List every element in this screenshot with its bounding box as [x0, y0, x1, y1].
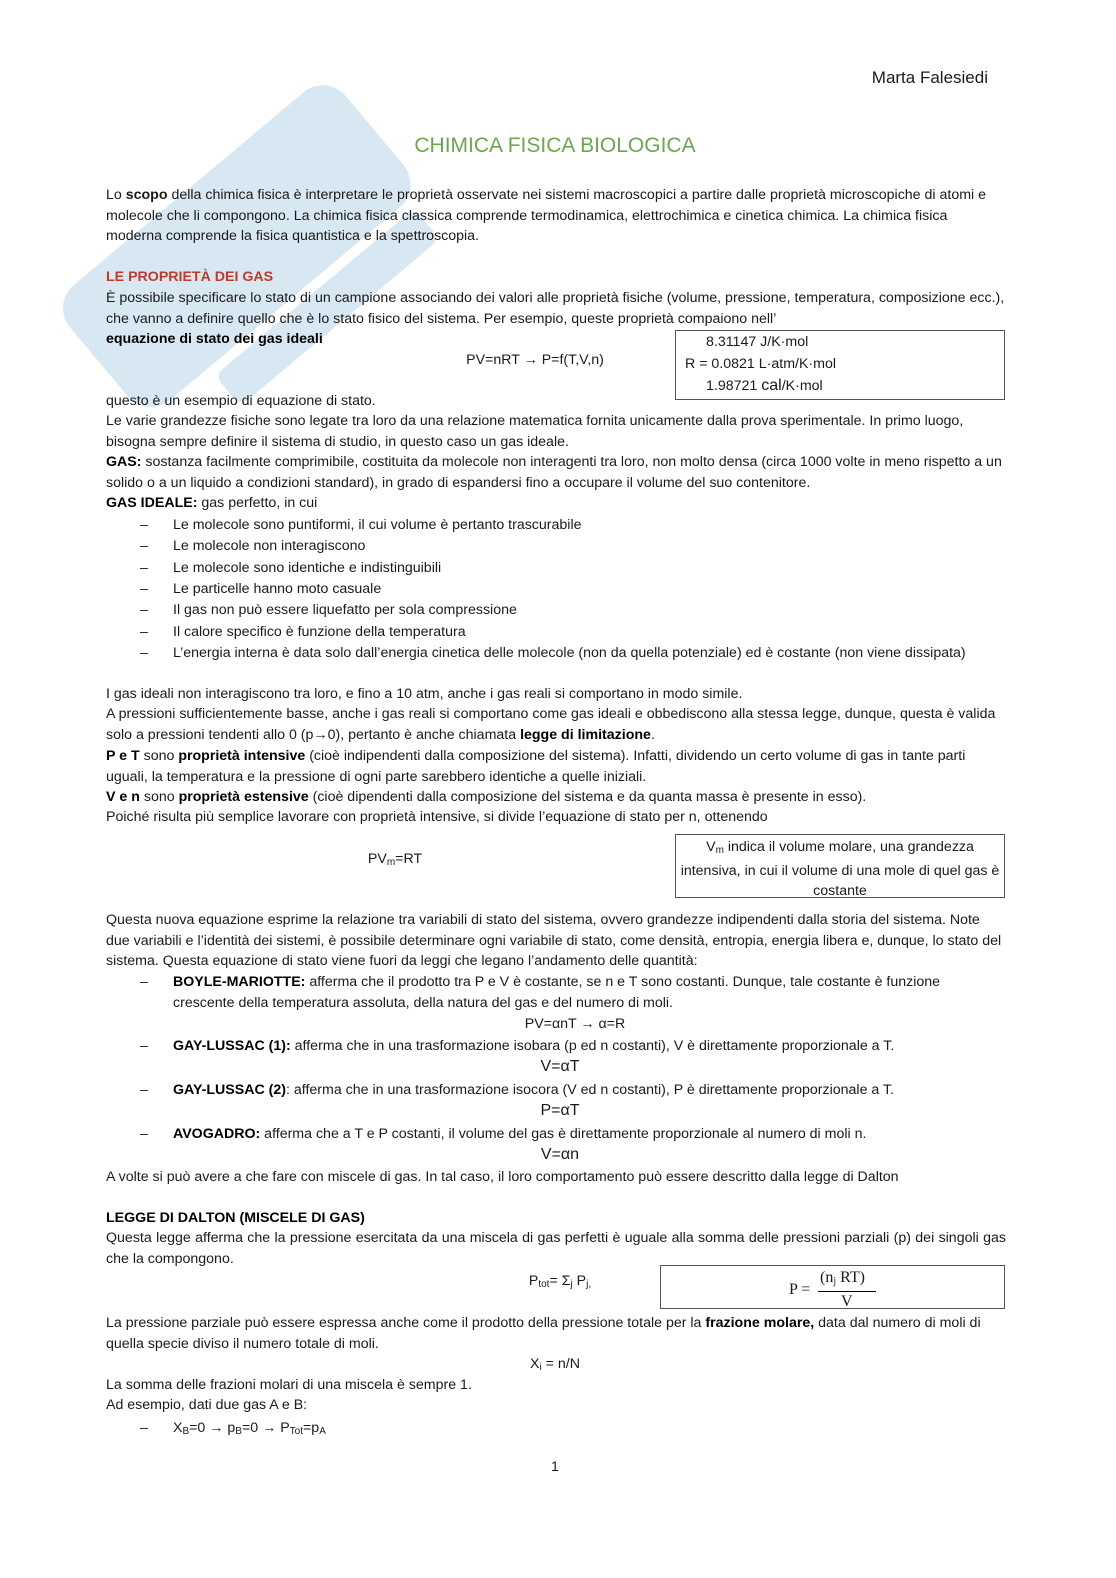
- gas-paragraph-4: I gas ideali non interagiscono tra loro, e fino a 10 atm, anche i gas reali si comportano in modo simile.: [106, 686, 743, 702]
- gas-paragraph-1: È possibile specificare lo stato di un campione associando dei valori alle proprietà fisiche (volume, pressione, temperatura, composizione ecc.), che vanno a definire quello che è lo stato fisico del sistema. Per esempio, queste proprietà compaiono nell’ equazione di stato dei gas ideali: [106, 290, 1005, 348]
- law-gay-lussac-2: GAY-LUSSAC (2): afferma che in una trasformazione isocora (V ed n costanti), P è direttamente proporzionale a T.: [173, 1082, 895, 1098]
- formula-lhs: P =: [789, 1281, 811, 1298]
- list-dash: –: [140, 1082, 148, 1098]
- law-avogadro-equation: V=αn: [540, 1146, 580, 1163]
- law-avogadro: AVOGADRO: afferma che a T e P costanti, il volume del gas è direttamente proporzionale al numero di moli n.: [173, 1126, 867, 1142]
- list-dash: –: [140, 1126, 148, 1142]
- formula-numerator: ($n_j$ RT): [820, 1269, 865, 1287]
- dalton-paragraph-1: Questa legge afferma che la pressione esercitata da una miscela di gas perfetti è uguale alla somma delle pressioni parziali (p) dei singoli gas che la compongono.: [106, 1230, 1006, 1267]
- list-item: Il calore specifico è funzione della temperatura: [173, 624, 466, 640]
- list-item: Le molecole sono puntiformi, il cui volume è pertanto trascurabile: [173, 517, 582, 533]
- gas-definition: GAS: sostanza facilmente comprimibile, costituita da molecole non interagenti tra loro, non molto densa (circa 1000 volte in meno rispetto a un solido o a un liquido a condizioni standard), in grado di espandersi fino a occupare il volume del suo contenitore.: [106, 454, 1002, 491]
- law-boyle-equation: PV=αnT → α=R: [524, 1016, 626, 1032]
- list-dash: –: [140, 645, 148, 661]
- gas-paragraph-5: A pressioni sufficientemente basse, anche i gas reali si comportano come gas ideali e obbediscono alla stessa legge, dunque, questa è valida solo a pressioni tendenti allo 0 (p→0), pertanto è anche chiamata legge di limitazione.: [106, 706, 996, 743]
- intro-paragraph: Lo scopo della chimica fisica è interpretare le proprietà osservate nei sistemi macroscopici a partire dalle proprietà microscopiche di atomi e molecole che li compongono. La chimica fisica classica comprende termodinamica, elettrochimica e cinetica chimica. La chimica fisica moderna comprende la fisica quantistica e la spettroscopia.: [106, 187, 987, 245]
- r-value-3: 1.98721 cal/K·mol: [706, 377, 823, 394]
- r-value-2: R = 0.0821 L·atm/K·mol: [685, 356, 837, 372]
- list-item: L’energia interna è data solo dall’energia cinetica delle molecole (non da quella potenziale) ed è costante (non viene dissipata): [173, 645, 966, 661]
- list-item: Le molecole non interagiscono: [173, 538, 366, 554]
- law-gay-lussac-1: GAY-LUSSAC (1): afferma che in una trasformazione isobara (p ed n costanti), V è direttamente proporzionale a T.: [173, 1038, 895, 1054]
- list-dash: –: [140, 974, 148, 990]
- molar-volume-box: [675, 834, 1005, 898]
- list-dash: –: [140, 1420, 148, 1436]
- gas-paragraph-9: Questa nuova equazione esprime la relazione tra variabili di stato del sistema, ovvero grandezze indipendenti dalla storia del sistema. Note due variabili e l’identità dei sistemi, è possibile determinare ogni variabile di stato, come densità, entropia, energia libera e, dunque, lo stato del sistema. Questa equazione di stato viene fuori da leggi che legano l’andamento delle quantità:: [106, 912, 1002, 970]
- fraction-bar: [818, 1291, 876, 1292]
- list-dash: –: [140, 581, 148, 597]
- molar-volume-note: $V_m$ indica il volume molare, una grandezza intensiva, in cui il volume di una mole di quel gas è costante: [680, 839, 1000, 899]
- law-boyle: BOYLE-MARIOTTE: afferma che il prodotto tra P e V è costante, se n e T sono costanti. Dunque, tale costante è funzione crescente della temperatura assoluta, della natura del gas e del numero di moli.: [173, 974, 941, 1011]
- r-constant-box: [675, 330, 1005, 400]
- r-value-1: 8.31147 J/K·mol: [706, 334, 809, 350]
- list-dash: –: [140, 560, 148, 576]
- list-dash: –: [140, 517, 148, 533]
- list-item: Le molecole sono identiche e indistinguibili: [173, 560, 442, 576]
- author-name: Marta Falesiedi: [871, 68, 988, 87]
- mole-fraction-equation: $X_i = n/N$: [530, 1356, 580, 1373]
- extensive-properties: V e n sono proprietà estensive (cioè dipendenti dalla composizione del sistema e da quanta massa è presente in esso).: [106, 789, 867, 805]
- list-dash: –: [140, 602, 148, 618]
- intensive-properties: P e T sono proprietà intensive (cioè indipendenti dalla composizione del sistema). Infatti, dividendo un certo volume di gas in tante parti uguali, la temperatura e la pressione di ogni parte sarebbero identiche a quelle iniziali.: [106, 748, 966, 785]
- molar-volume-equation: $PV_m=RT$: [367, 851, 423, 868]
- law-gay-lussac-2-equation: P=αT: [540, 1102, 580, 1119]
- page-number: 1: [551, 1459, 559, 1475]
- dalton-paragraph-4: Ad esempio, dati due gas A e B:: [106, 1397, 308, 1413]
- list-dash: –: [140, 1038, 148, 1054]
- ideal-gas-definition: GAS IDEALE: gas perfetto, in cui: [106, 495, 318, 511]
- list-dash: –: [140, 624, 148, 640]
- dalton-example: $X_B=0 \to p_B=0 \to P_{Tot}=p_A$: [173, 1420, 326, 1437]
- total-pressure-equation: $P_{tot}= \Sigma_j$ $P_{j,}$: [528, 1273, 592, 1290]
- law-gay-lussac-1-equation: V=αT: [540, 1058, 580, 1075]
- section-heading-gas: LE PROPRIETÀ DEI GAS: [106, 269, 274, 285]
- page-title: CHIMICA FISICA BIOLOGICA: [414, 134, 696, 157]
- dalton-paragraph-3: La somma delle frazioni molari di una miscela è sempre 1.: [106, 1377, 472, 1393]
- gas-paragraph-2: questo è un esempio di equazione di stato.: [106, 393, 376, 409]
- list-item: Le particelle hanno moto casuale: [173, 581, 382, 597]
- ideal-gas-equation: PV=nRT → P=f(T,V,n): [466, 352, 604, 368]
- partial-pressure-box: [660, 1265, 1005, 1309]
- gas-paragraph-8: Poiché risulta più semplice lavorare con proprietà intensive, si divide l’equazione di stato per n, ottenendo: [106, 809, 768, 825]
- gas-paragraph-3: Le varie grandezze fisiche sono legate tra loro da una relazione matematica fornita unicamente dalla prova sperimentale. In primo luogo, bisogna sempre definire il sistema di studio, in questo caso un gas ideale.: [106, 413, 964, 450]
- list-dash: –: [140, 538, 148, 554]
- section-heading-dalton: LEGGE DI DALTON (MISCELE DI GAS): [106, 1210, 365, 1226]
- list-item: Il gas non può essere liquefatto per sola compressione: [173, 602, 517, 618]
- formula-denominator: V: [841, 1293, 853, 1310]
- dalton-paragraph-2: La pressione parziale può essere espressa anche come il prodotto della pressione totale per la frazione molare, data dal numero di moli di quella specie diviso il numero totale di moli.: [106, 1315, 981, 1352]
- gas-paragraph-10: A volte si può avere a che fare con miscele di gas. In tal caso, il loro comportamento può essere descritto dalla legge di Dalton: [106, 1169, 899, 1185]
